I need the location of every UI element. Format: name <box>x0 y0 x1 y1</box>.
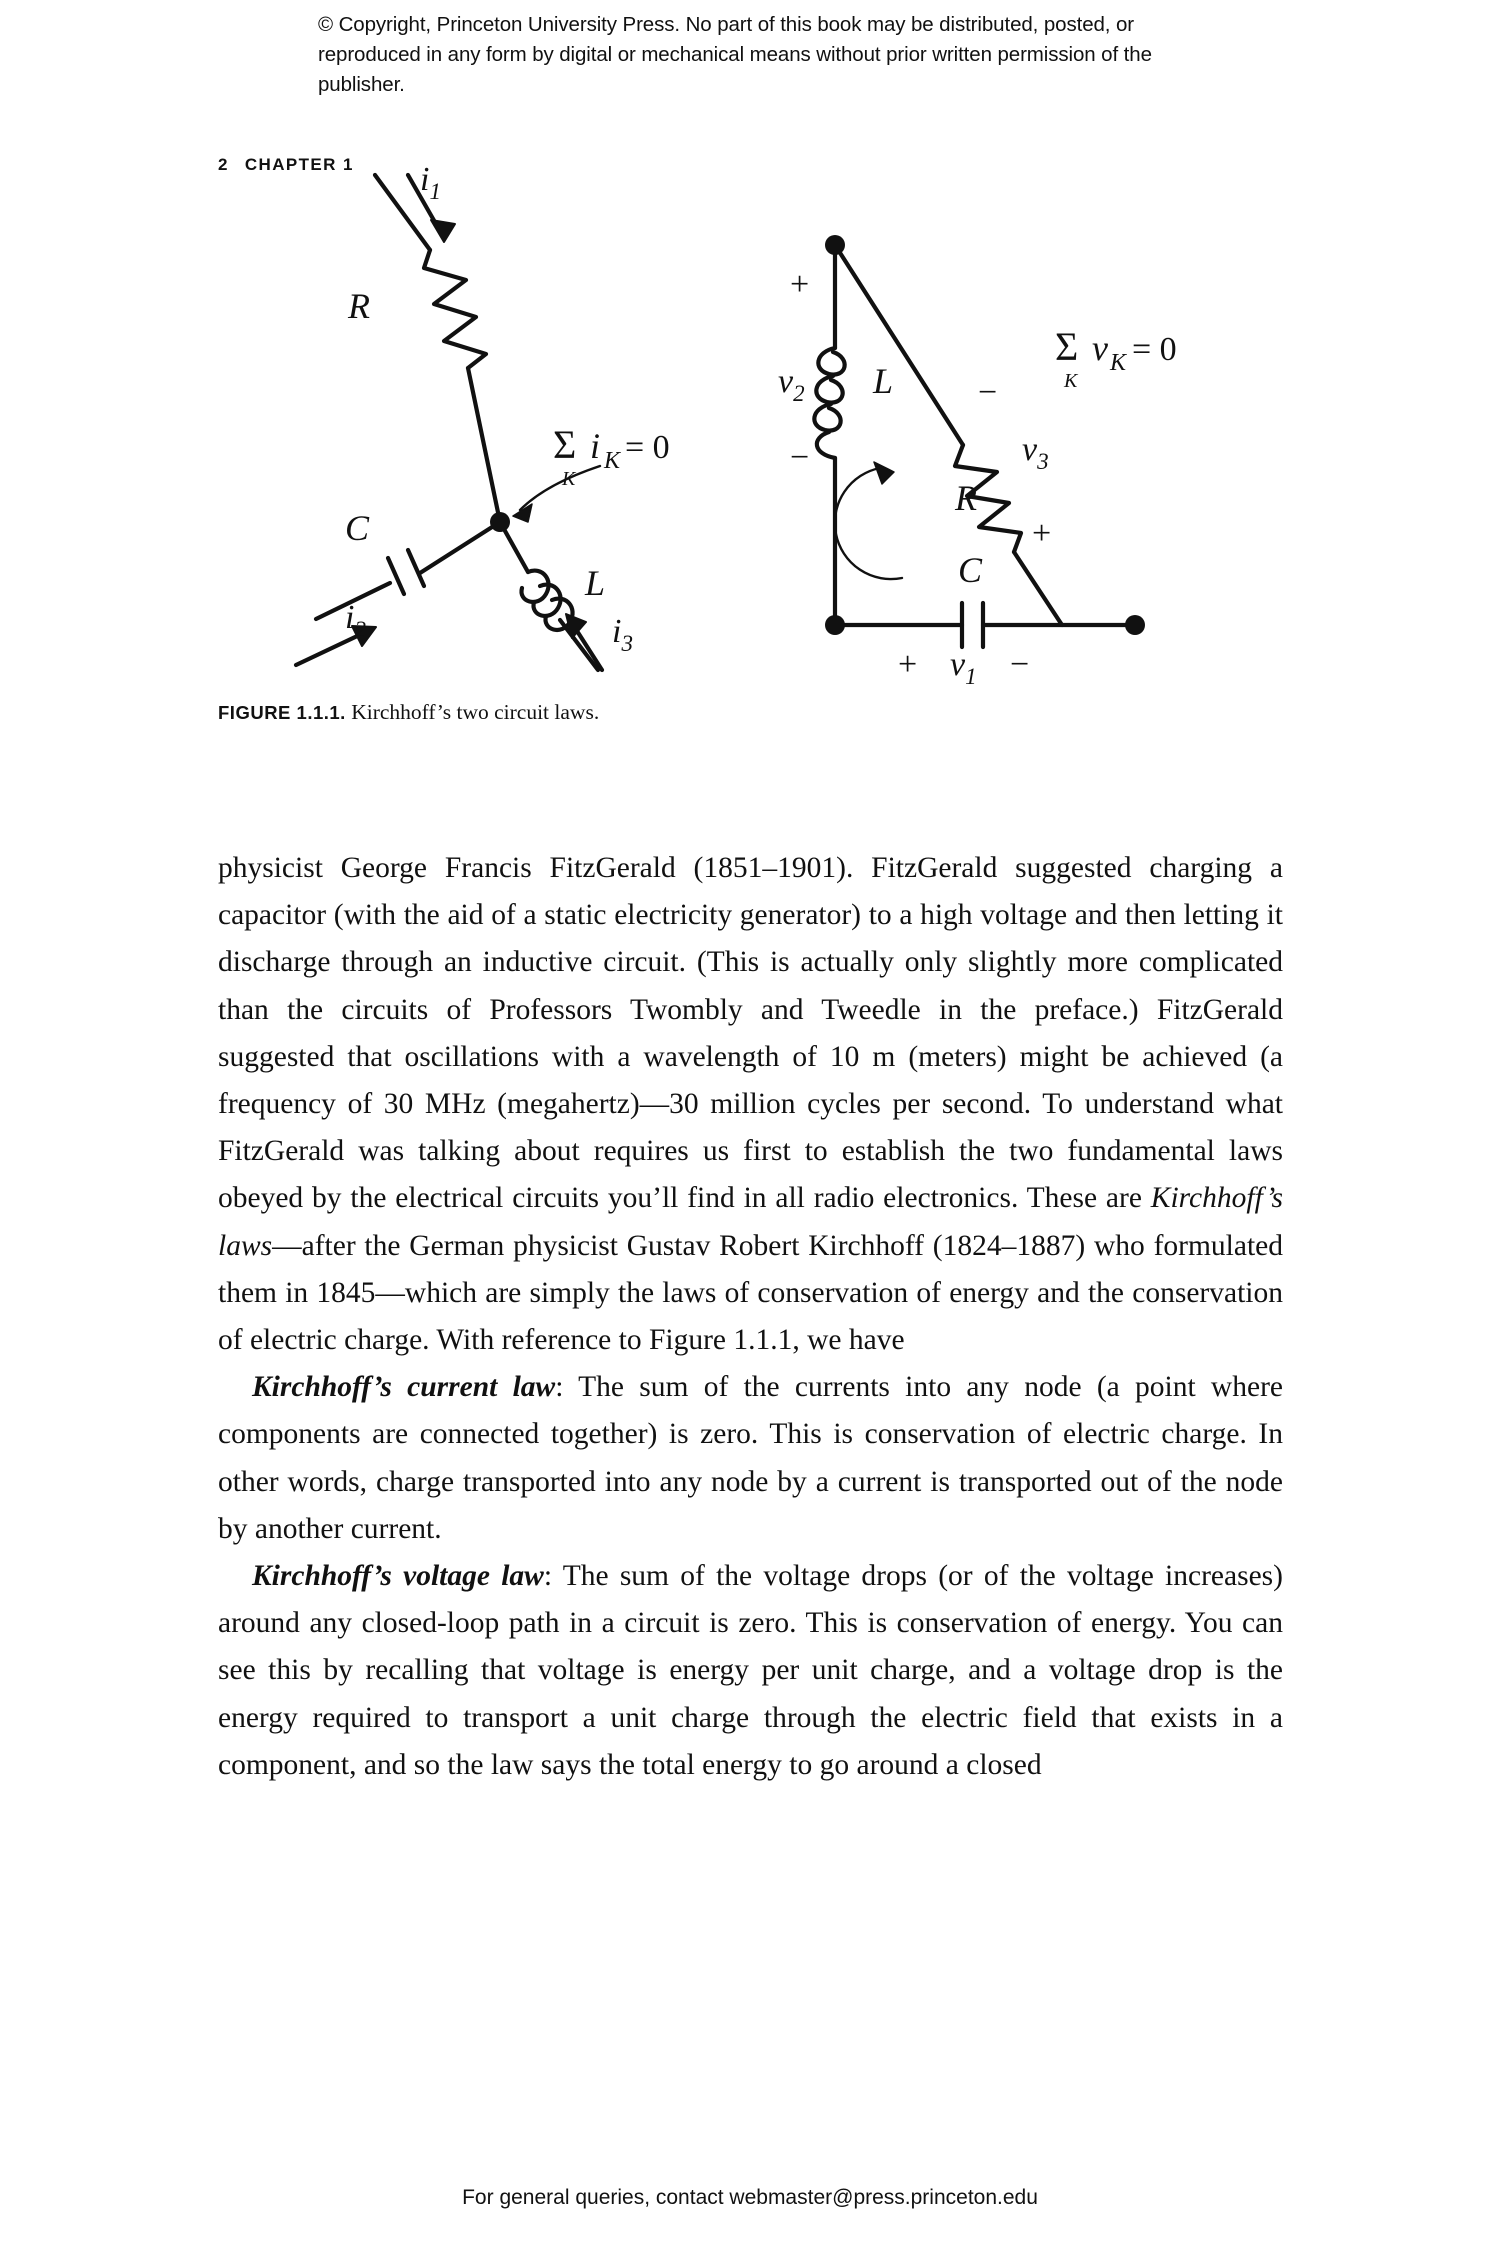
label-minus-v2: − <box>790 439 810 476</box>
paragraph-1-part-1: physicist George Francis FitzGerald (1851–1901). FitzGerald suggested charging a capacitor (with the aid of a static electricity generator) to a high voltage and then letting it discharge through an inductive circuit. (This is actually only slightly more complicated than the circuits of Professors Twombly and Tweedle in the preface.) FitzGerald suggested that oscillations with a wavelength of 10 m (meters) might be achieved (a frequency of 30 MHz (megahertz)—30 million cycles per second. To understand what FitzGerald was talking about requires us first to establish the two fundamental laws obeyed by the electrical circuits you’ll find in all radio electronics. These are <box>218 852 1283 1215</box>
body-text <box>218 845 1283 1789</box>
label-i2: $i_2$ <box>345 599 366 642</box>
kvl-loop-arrow-head <box>874 462 894 484</box>
kcl-labels <box>345 161 670 656</box>
chapter-label: CHAPTER 1 <box>244 155 354 174</box>
label-r-right: R <box>955 478 977 518</box>
label-c-right: C <box>958 550 983 590</box>
page-number: 2 <box>218 155 229 174</box>
svg-text:K: K <box>1064 370 1078 392</box>
kvl-inductor-coil-3 <box>814 404 840 431</box>
kvl-equation <box>1055 324 1177 392</box>
label-minus-v1: − <box>1010 646 1030 683</box>
svg-text:K: K <box>1110 350 1127 376</box>
kvl-wire-hyp-top <box>835 245 963 445</box>
label-r: R <box>348 286 370 326</box>
kcl-wire-c-right <box>420 522 500 573</box>
paragraph-1-italic: Kirchhoff’s laws <box>218 1182 1283 1262</box>
paragraph-2 <box>218 1364 1283 1553</box>
current-law-text: : The sum of the currents into any node (a point where components are connected together) is zero. This is conservation of electric charge. In other words, charge transported into any node by a current is transported out of the node by another current. <box>218 1371 1283 1545</box>
label-plus-v2: + <box>790 266 810 303</box>
paragraph-1-part-2: —after the German physicist Gustav Robert Kirchhoff (1824–1887) who formulated them in 1845—which are simply the laws of conservation of energy and the conservation of electric charge. With reference to Figure 1.1.1, we have <box>218 1229 1283 1357</box>
figure-caption <box>218 700 599 725</box>
label-l: L <box>585 563 606 603</box>
kvl-node-dot-apex <box>825 235 845 255</box>
kcl-node-dot <box>490 512 510 532</box>
kcl-capacitor-plate-2 <box>408 550 424 586</box>
svg-text:K: K <box>562 468 576 490</box>
label-c: C <box>345 508 370 548</box>
svg-text:K: K <box>604 448 621 474</box>
svg-text:v: v <box>1092 328 1108 368</box>
svg-text:= 0: = 0 <box>1132 331 1177 368</box>
paragraph-3 <box>218 1553 1283 1789</box>
kvl-node-dot-bottom-right <box>1125 615 1145 635</box>
svg-text:Σ: Σ <box>1055 324 1079 369</box>
kcl-capacitor-plate-1 <box>388 558 404 594</box>
kvl-inductor-coil-1 <box>818 348 844 375</box>
paragraph-1 <box>218 845 1283 1364</box>
svg-text:i: i <box>590 426 601 466</box>
kvl-inductor-coil-2 <box>816 376 842 403</box>
kvl-node-dot-bottom-left <box>825 615 845 635</box>
label-i1: $i_1$ <box>420 161 441 204</box>
copyright-notice: © Copyright, Princeton University Press. No part of this book may be distributed, posted, or reproduced in any form by digital or mechanical means without prior written permission of the publisher. <box>318 13 1152 96</box>
current-law-name: Kirchhoff’s current law <box>252 1371 556 1404</box>
running-head <box>218 155 354 175</box>
svg-text:Σ: Σ <box>553 422 577 467</box>
label-v3: $v_3$ <box>1022 431 1049 474</box>
kvl-wire-hyp-bottom <box>1014 552 1062 625</box>
svg-text:= 0: = 0 <box>625 429 670 466</box>
kvl-loop-arrow-arc <box>835 468 902 579</box>
kcl-equation <box>553 422 670 490</box>
label-v2: $v_2$ <box>778 363 805 406</box>
label-plus-v3: + <box>1032 515 1052 552</box>
label-minus-v3: − <box>978 374 998 411</box>
figure-caption-text: Kirchhoff’s two circuit laws. <box>345 700 600 724</box>
kvl-inductor-coil-tail <box>817 432 835 458</box>
kcl-arrow-i1-head <box>431 220 455 242</box>
kcl-resistor-r <box>424 250 486 368</box>
voltage-law-name: Kirchhoff’s voltage law <box>252 1560 544 1593</box>
figure-caption-label: FIGURE 1.1.1. <box>218 702 346 723</box>
label-l-right: L <box>873 361 894 401</box>
label-i3: $i_3$ <box>612 613 633 656</box>
voltage-law-text: : The sum of the voltage drops (or of the voltage increases) around any closed-loop path in a circuit is zero. This is conservation of energy. You can see this by recalling that voltage is energy per unit charge, and a voltage drop is the energy required to transport a unit charge through the electric field that exists in a component, and so the law says the total energy to go around a closed <box>218 1560 1283 1781</box>
footer-queries: For general queries, contact webmaster@press.princeton.edu <box>462 2186 1038 2209</box>
label-v1: $v_1$ <box>950 646 977 689</box>
kcl-wire-r-bottom <box>468 368 500 522</box>
label-plus-v1: + <box>898 646 918 683</box>
